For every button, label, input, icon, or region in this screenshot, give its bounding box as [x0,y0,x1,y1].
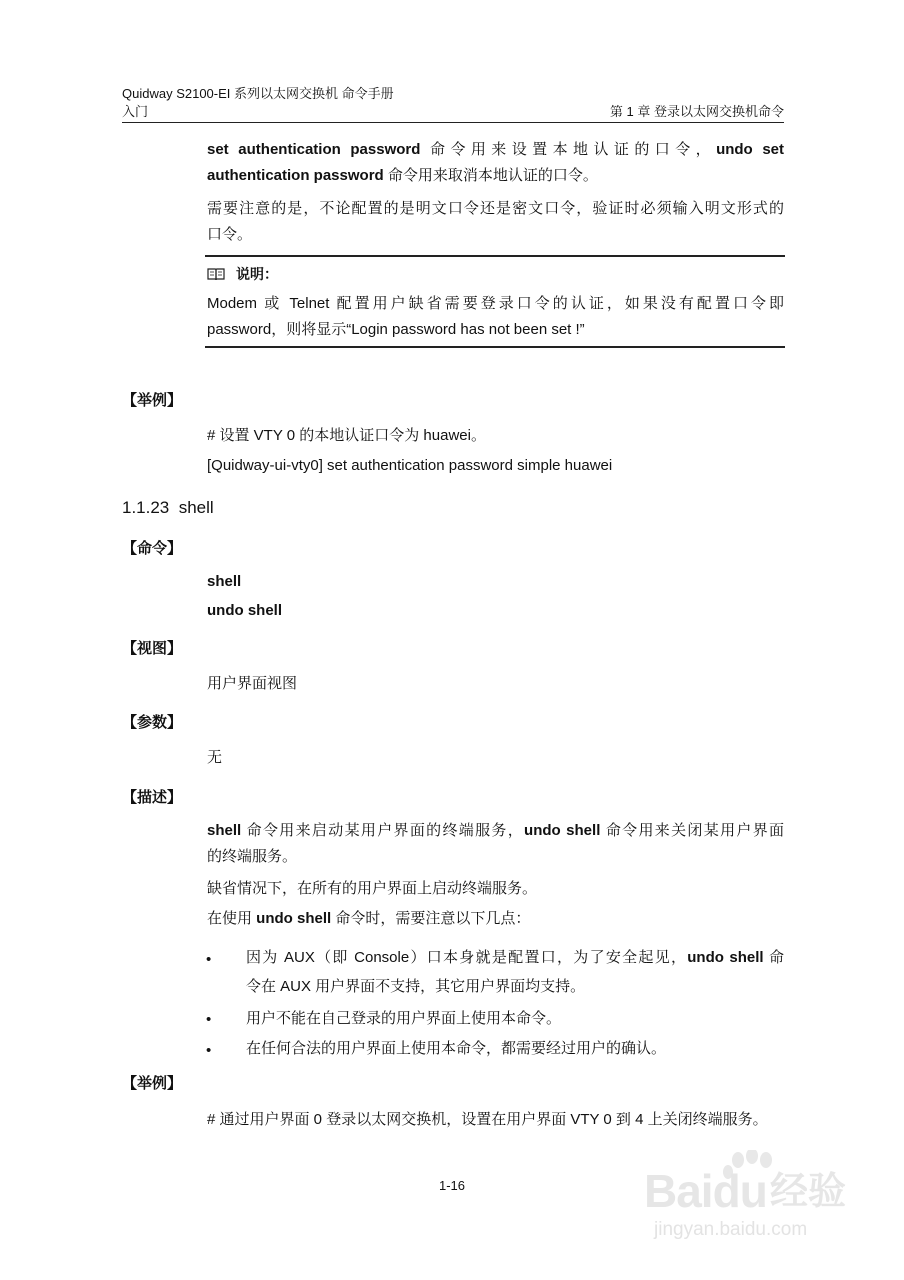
header-chapter: 第 1 章 登录以太网交换机命令 [609,104,784,119]
command-name: set authentication password [207,141,421,158]
book-icon [207,267,225,281]
description-paragraph [207,818,784,870]
command-shell: shell [207,573,242,590]
note-title: 说明： [236,266,278,282]
example-comment: # 通过用户界面 0 登录以太网交换机，设置在用户界面 VTY 0 到 4 上关闭终端服务。 [207,1111,768,1128]
watermark-brand-part: Bai [644,1165,713,1217]
command-heading: 【命令】 [122,540,183,557]
description-text: 的终端服务。 [207,848,298,865]
bullet-marker: • [206,1042,212,1059]
note-line: 需要注意的是，不论配置的是明文口令还是密文口令，验证时必须输入明文形式的 [207,200,784,217]
section-title [122,497,214,519]
command-undo-shell: undo shell [207,602,282,619]
command-name: undo shell [687,949,764,966]
description-text: 命令用来关闭某用户界面 [600,822,785,839]
default-text: 缺省情况下，在所有的用户界面上启动终端服务。 [207,880,538,897]
list-text: 因为 AUX（即 Console）口本身就是配置口，为了安全起见， [246,949,688,966]
note-line: password，则将显示“Login password has not been set !” [207,321,585,338]
list-item: 在任何合法的用户界面上使用本命令，都需要经过用户的确认。 [246,1040,667,1057]
view-heading: 【视图】 [122,640,183,657]
note-line: Modem 或 Telnet 配置用户缺省需要登录口令的认证，如果没有配置口令即 [207,295,784,312]
command-name: shell [207,822,242,839]
list-text: 令在 AUX 用户界面不支持，其它用户界面均支持。 [246,978,586,995]
example-command: [Quidway-ui-vty0] set authentication password simple huawei [207,457,613,474]
usage-text: 在使用 [207,910,257,927]
bullet-marker: • [206,1011,212,1028]
param-text: 无 [207,749,223,766]
example-comment: # 设置 VTY 0 的本地认证口令为 huawei。 [207,427,486,444]
description-heading: 【描述】 [122,789,183,806]
command-name: authentication password [207,167,384,184]
command-name: undo shell [524,822,601,839]
command-name: undo set [716,141,784,158]
note-body [207,291,784,343]
header-subtitle: 入门 [122,104,149,119]
header-title: Quidway S2100-EI 系列以太网交换机 命令手册 [122,86,394,101]
list-text: 命 [763,949,785,966]
baidu-watermark [640,1150,860,1250]
example-heading: 【举例】 [122,1075,183,1092]
description-text: 命令用来取消本地认证的口令。 [383,167,598,184]
description-text: 命令用来设置本地认证的口令， [420,141,717,158]
view-text: 用户界面视图 [207,675,298,692]
section-number: 1.1.23 [122,498,170,517]
param-heading: 【参数】 [122,714,183,731]
usage-text: 命令时，需要注意以下几点： [331,910,531,927]
bullet-marker: • [206,951,212,968]
description-text: 命令用来启动某用户界面的终端服务， [241,822,525,839]
watermark-brand [644,1166,767,1216]
note-bottom-rule [205,346,785,348]
description-paragraph [207,137,784,189]
section-name: shell [178,498,214,517]
header-divider [122,122,784,123]
command-name: undo shell [256,910,332,927]
note-top-rule [205,255,785,257]
list-item [246,943,784,1001]
note-line: 口令。 [207,226,253,243]
watermark-brand-part: du [712,1165,767,1217]
page-number: 1-16 [438,1178,466,1193]
usage-intro [207,906,784,932]
watermark-url: jingyan.baidu.com [654,1219,808,1240]
list-item: 用户不能在自己登录的用户界面上使用本命令。 [246,1010,562,1027]
watermark-cn: 经验 [770,1171,847,1213]
example-heading: 【举例】 [122,392,183,409]
note-paragraph [207,196,784,248]
